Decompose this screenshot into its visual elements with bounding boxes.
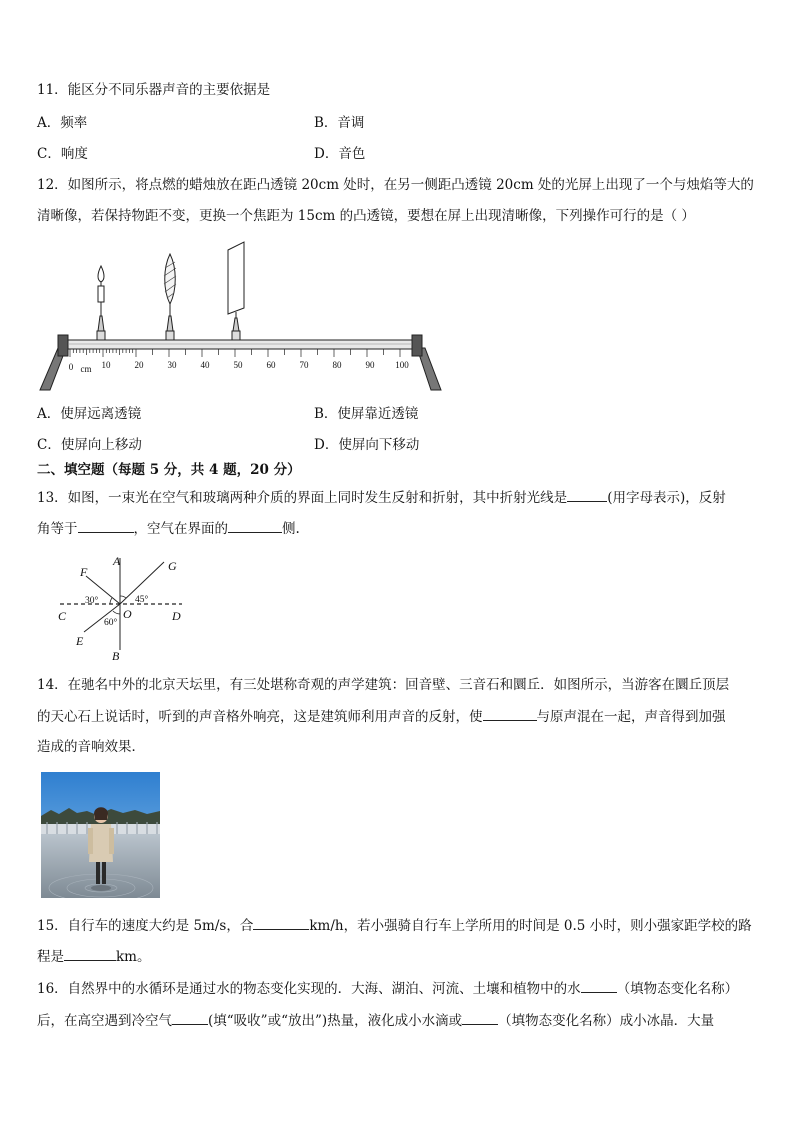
tiantan-photo: [41, 772, 160, 898]
q13-text-1b: (用字母表示)，反射: [607, 490, 726, 506]
q12-option-d: D．使屏向下移动: [314, 437, 420, 453]
tick-label-30: 30: [167, 360, 177, 370]
q16-text-2b: (填“吸收”或“放出”)热量，液化成小水滴或: [208, 1013, 463, 1029]
q13-text-2b: ，空气在界面的: [133, 521, 228, 537]
q16-text-1b: （填物态变化名称）: [616, 981, 739, 997]
q14-text-2a: 的天心石上说话时，听到的声音格外响亮，这是建筑师利用声音的反射，使: [37, 709, 483, 725]
tick-label-80: 80: [332, 360, 342, 370]
q13-stem-line2: [37, 518, 300, 539]
tick-label-40: 40: [200, 360, 210, 370]
right-end-block: [412, 335, 422, 356]
q16-text-1a: 16．自然界中的水循环是通过水的物态变化实现的．大海、湖泊、河流、土壤和植物中的水: [37, 981, 581, 997]
q13-blank-3: [228, 518, 282, 533]
label-g: G: [168, 559, 177, 573]
light-screen: [228, 242, 244, 340]
q11-option-a: A．频率: [37, 115, 88, 131]
q16-stem-line2: [37, 1010, 714, 1031]
reflection-refraction-figure: [52, 552, 192, 664]
q15-blank-2: [64, 946, 116, 961]
q16-blank-3: [462, 1010, 498, 1025]
q15-text-2b: km。: [116, 949, 151, 965]
q14-text-2b: 与原声混在一起，声音得到加强: [536, 709, 726, 725]
q15-stem-line2: [37, 946, 150, 967]
q13-text-2c: 侧.: [282, 521, 300, 537]
q13-blank-2: [78, 518, 134, 533]
q16-stem-line1: [37, 978, 738, 999]
q14-stem-line3: 造成的音响效果．: [37, 739, 145, 755]
label-c: C: [58, 609, 67, 623]
label-e: E: [76, 634, 84, 648]
q15-stem-line1: [37, 915, 752, 936]
q14-stem-line1: 14．在驰名中外的北京天坛里，有三处堪称奇观的声学建筑：回音壁、三音石和圜丘．如图所示，当游客在圜丘顶层: [37, 677, 730, 693]
tick-label-100: 100: [395, 360, 409, 370]
q16-blank-1: [581, 978, 617, 993]
q16-text-2c: （填物态变化名称）成小冰晶．大量: [498, 1013, 715, 1029]
q12-stem-line2: 清晰像，若保持物距不变，更换一个焦距为 15cm 的凸透镜，要想在屏上出现清晰像，下列操作可行的是（ ）: [37, 208, 695, 224]
q11-option-d: D．音色: [314, 146, 366, 162]
tick-label-90: 90: [365, 360, 375, 370]
q11-option-b: B．音调: [314, 115, 365, 131]
q13-blank-1: [567, 487, 607, 502]
q12-option-a: A．使屏远离透镜: [37, 406, 142, 422]
tick-label-70: 70: [299, 360, 309, 370]
tick-label-60: 60: [266, 360, 276, 370]
label-o: O: [123, 607, 132, 621]
q15-text-1b: km/h，若小强骑自行车上学所用的时间是 0.5 小时，则小强家距学校的路: [309, 918, 752, 934]
tick-label-0: 0: [68, 362, 74, 372]
scale-ticks: [70, 349, 400, 357]
label-a: A: [113, 554, 121, 568]
q12-option-b: B．使屏靠近透镜: [314, 406, 419, 422]
tick-label-10: 10: [101, 360, 111, 370]
label-f: F: [80, 565, 88, 579]
q13-stem-line1: [37, 487, 726, 508]
section-title: 二、填空题（每题 5 分，共 4 题，20 分）: [37, 462, 301, 478]
q15-text-1a: 15．自行车的速度大约是 5m/s，合: [37, 918, 254, 934]
angle-30-label: 30°: [85, 596, 99, 606]
optical-bench-figure: [38, 238, 443, 393]
tick-label-20: 20: [134, 360, 144, 370]
label-b: B: [112, 649, 120, 663]
convex-lens: [164, 254, 176, 340]
q15-text-2a: 程是: [37, 949, 64, 965]
q14-blank-1: [483, 706, 537, 721]
bench-rail: [68, 340, 412, 349]
q12-option-c: C．使屏向上移动: [37, 437, 142, 453]
angle-45-label: 45°: [135, 595, 149, 605]
label-d: D: [172, 609, 181, 623]
left-end-block: [58, 335, 68, 356]
q14-stem-line2: [37, 706, 726, 727]
tick-label-unit: cm: [80, 364, 92, 374]
q16-blank-2: [172, 1010, 208, 1025]
q12-stem-line1: 12．如图所示，将点燃的蜡烛放在距凸透镜 20cm 处时，在另一侧距凸透镜 20cm 处的光屏上出现了一个与烛焰等大的: [37, 177, 754, 193]
q13-text-2a: 角等于: [37, 521, 78, 537]
angle-60-label: 60°: [104, 618, 118, 628]
tick-label-50: 50: [233, 360, 243, 370]
candle: [97, 266, 105, 340]
q16-text-2a: 后，在高空遇到冷空气: [37, 1013, 172, 1029]
q15-blank-1: [253, 915, 309, 930]
q13-text-1a: 13．如图，一束光在空气和玻璃两种介质的界面上同时发生反射和折射，其中折射光线是: [37, 490, 568, 506]
q11-option-c: C．响度: [37, 146, 88, 162]
q11-stem: 11．能区分不同乐器声音的主要依据是: [37, 82, 271, 98]
